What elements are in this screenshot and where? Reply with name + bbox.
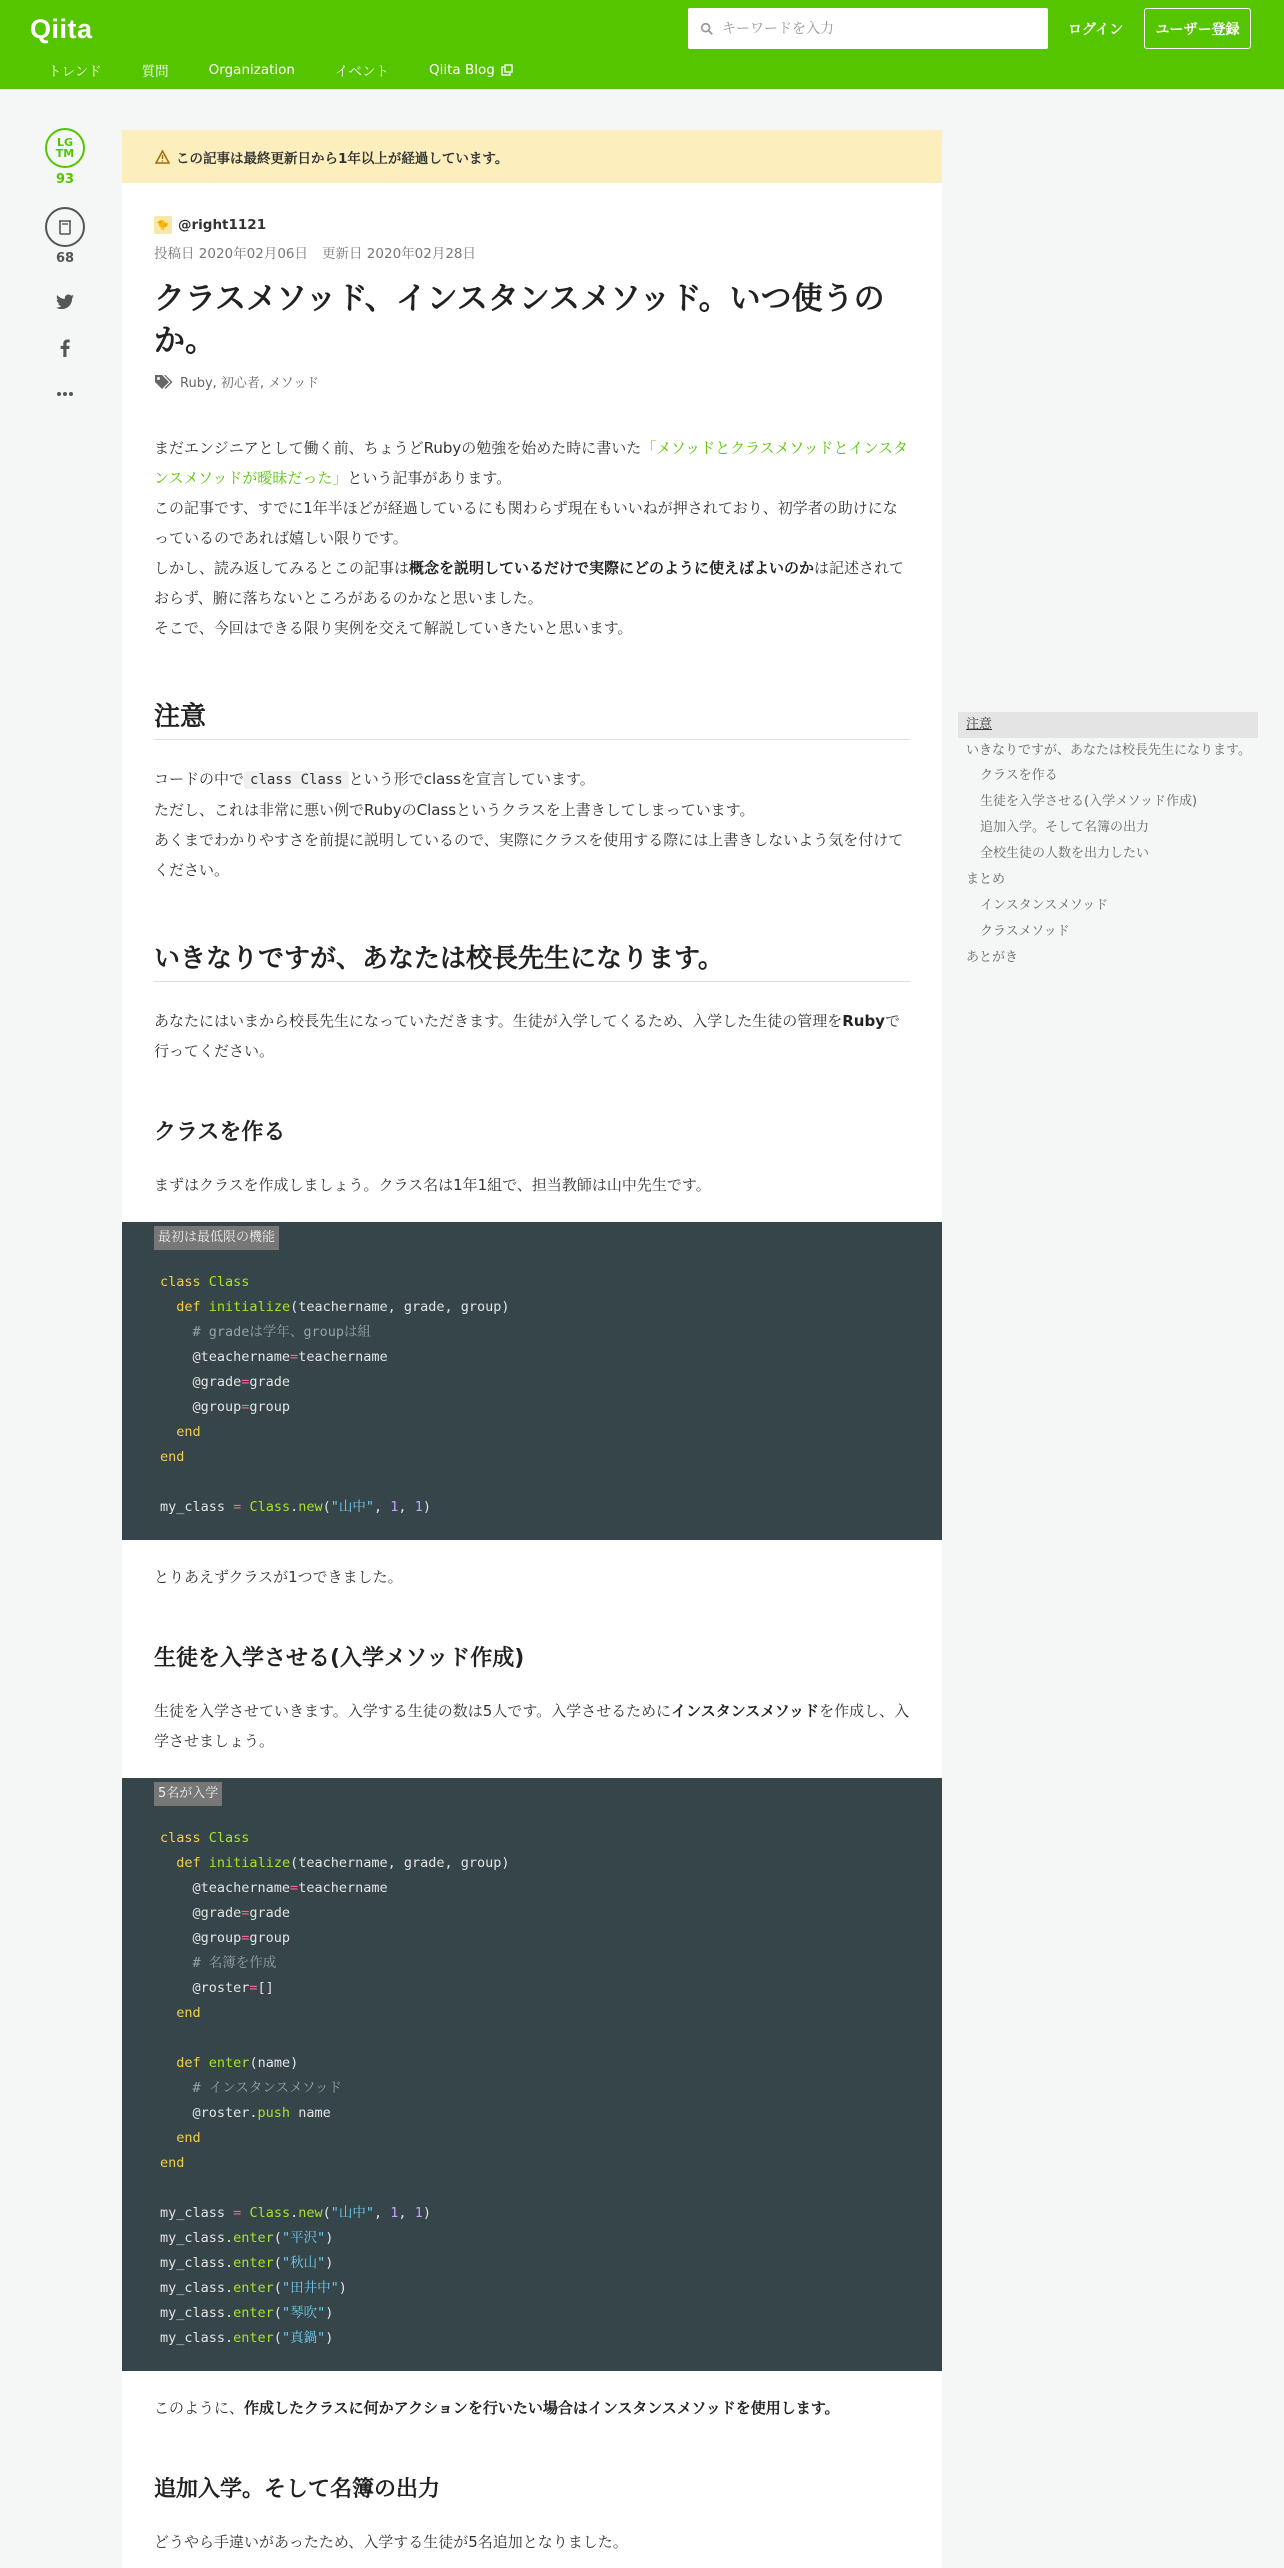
tags[interactable]: Ruby, 初心者, メソッド bbox=[180, 376, 320, 391]
principal-p1 bbox=[154, 1006, 910, 1066]
caution-p3: あくまでわかりやすさを前提に説明しているので、実際にクラスを使用する際には上書きしないよう気を付けてください。 bbox=[154, 831, 904, 879]
enter-p1 bbox=[154, 1696, 910, 1756]
intro-p3 bbox=[154, 553, 910, 613]
tag-icon bbox=[154, 374, 174, 390]
code-filename: 5名が入学 bbox=[154, 1782, 222, 1806]
more-button[interactable] bbox=[55, 384, 75, 404]
toc-item[interactable]: 注意 bbox=[958, 712, 1258, 738]
alert-text: この記事は最終更新日から1年以上が経過しています。 bbox=[176, 150, 509, 167]
code-content: class Class def initialize(teachername, grade, group) # gradeは学年、groupは組 @teachername=teachername @grade=grade @group=group end end my_class = Class.new("山中", 1, 1) bbox=[160, 1274, 510, 1515]
principal-p1-tail: で行ってください。 bbox=[154, 1012, 900, 1060]
toc-item[interactable]: クラスを作る bbox=[980, 768, 1058, 783]
twitter-icon bbox=[56, 294, 74, 310]
avatar: 🐤 bbox=[154, 216, 172, 234]
intro-p1-tail: という記事があります。 bbox=[347, 469, 512, 487]
enter-p1-text: 生徒を入学させていきます。入学する生徒の数は5人です。入学させるために bbox=[154, 1702, 672, 1720]
warning-icon bbox=[155, 150, 170, 164]
lgtm-button[interactable] bbox=[45, 128, 85, 168]
toc-item[interactable]: あとがき bbox=[966, 950, 1019, 965]
inline-code: class Class bbox=[244, 771, 349, 789]
article-meta bbox=[122, 183, 942, 391]
table-of-contents bbox=[958, 712, 1258, 971]
heading-additional: 追加入学。そして名簿の出力 bbox=[154, 2477, 441, 2502]
toc-item[interactable]: 全校生徒の人数を出力したい bbox=[980, 846, 1150, 861]
toc-item[interactable]: クラスメソッド bbox=[980, 924, 1070, 939]
caution-p2: ただし、これは非常に悪い例でRubyのClassというクラスを上書きしてしまっています。 bbox=[154, 801, 755, 819]
lgtm-label-top: LG bbox=[56, 136, 74, 149]
caution-p1 bbox=[154, 764, 910, 795]
qiita-logo[interactable]: Qiita bbox=[30, 14, 93, 44]
intro-p4: そこで、今回はできる限り実例を交えて解説していきたいと思います。 bbox=[154, 619, 633, 637]
article-title: クラスメソッド、インスタンスメソッド。いつ使うのか。 bbox=[154, 281, 885, 359]
nav-trend[interactable]: トレンド bbox=[48, 64, 102, 80]
nav-blog-label: Qiita Blog bbox=[428, 62, 495, 78]
article bbox=[122, 130, 942, 2568]
intro-p2: この記事です、すでに1年半ほどが経過しているにも関わらず現在もいいねが押されており、初学者の助けになっているのであれば嬉しい限りです。 bbox=[154, 499, 898, 547]
search-box[interactable] bbox=[688, 8, 1048, 49]
caution-p1-text: コードの中で bbox=[154, 770, 245, 788]
intro-p3-text: しかし、読み返してみるとこの記事は bbox=[154, 559, 410, 577]
tag-list bbox=[154, 372, 910, 391]
intro-p1 bbox=[154, 433, 910, 493]
action-rail bbox=[40, 128, 90, 404]
login-link[interactable]: ログイン bbox=[1068, 22, 1124, 38]
heading-enter: 生徒を入学させる(入学メソッド作成) bbox=[154, 1646, 525, 1671]
principal-p1-text: あなたにはいまから校長先生になっていただきます。生徒が入学してくるため、入学した生徒の管理を bbox=[154, 1012, 843, 1030]
nav-questions[interactable]: 質問 bbox=[141, 64, 169, 80]
make-class-after: とりあえずクラスが1つできました。 bbox=[154, 1568, 403, 1586]
enter-p1-bold: インスタンスメソッド bbox=[671, 1702, 820, 1720]
stock-button[interactable] bbox=[45, 207, 85, 247]
site-header bbox=[0, 0, 1284, 89]
intro-p1-text: まだエンジニアとして働く前、ちょうどRubyの勉強を始めた時に書いた bbox=[154, 439, 642, 457]
signup-button[interactable]: ユーザー登録 bbox=[1144, 8, 1251, 49]
enter-p1-tail: を作成し、入学させましょう。 bbox=[154, 1702, 910, 1750]
additional-p1: どうやら手違いがあったため、入学する生徒が5名追加となりました。 bbox=[154, 2533, 628, 2551]
principal-p1-bold: Ruby bbox=[842, 1012, 885, 1030]
caution-p1-tail: という形でclassを宣言しています。 bbox=[348, 770, 595, 788]
make-class-p1: まずはクラスを作成しましょう。クラス名は1年1組で、担当教師は山中先生です。 bbox=[154, 1176, 711, 1194]
nav-blog[interactable] bbox=[429, 60, 513, 80]
code-block-2 bbox=[122, 1778, 942, 2371]
posted-date: 投稿日 2020年02月06日 bbox=[154, 246, 309, 262]
toc-item[interactable]: インスタンスメソッド bbox=[980, 898, 1109, 913]
nav-organization[interactable]: Organization bbox=[208, 62, 295, 78]
article-dates bbox=[154, 242, 910, 262]
enter-after-text: このように、 bbox=[154, 2399, 245, 2417]
stock-icon bbox=[57, 218, 73, 236]
author[interactable] bbox=[154, 216, 910, 234]
lgtm-label-bottom: TM bbox=[55, 147, 75, 160]
stock-count: 68 bbox=[55, 251, 75, 266]
global-nav bbox=[48, 60, 553, 80]
external-link-icon bbox=[501, 64, 513, 76]
toc-item[interactable]: まとめ bbox=[966, 872, 1006, 887]
updated-date: 更新日 2020年02月28日 bbox=[322, 246, 477, 262]
code-block-1 bbox=[122, 1222, 942, 1540]
facebook-icon bbox=[60, 339, 70, 357]
heading-caution: 注意 bbox=[154, 699, 910, 740]
toc-item[interactable]: 追加入学。そして名簿の出力 bbox=[980, 820, 1150, 835]
heading-make-class: クラスを作る bbox=[154, 1120, 286, 1145]
previous-article-link[interactable]: 「メソッドとクラスメソッドとインスタンスメソッドが曖昧だった」 bbox=[154, 439, 908, 487]
enter-after-bold: 作成したクラスに何かアクションを行いたい場合はインスタンスメソッドを使用します。 bbox=[244, 2399, 840, 2417]
code-content: class Class def initialize(teachername, grade, group) @teachername=teachername @grade=grade @group=group # 名簿を作成 @roster=[] end def enter(name) # インスタンスメソッド @roster.push name end end my_class = Class.new("山中", 1, 1) my_class.enter("平沢") my_class.enter("秋山") my_class.enter("田井中") my_class.enter("琴吹") my_class.enter("真鍋") bbox=[160, 1830, 510, 2346]
more-icon bbox=[56, 391, 74, 397]
code-filename: 最初は最低限の機能 bbox=[154, 1226, 279, 1250]
facebook-share[interactable] bbox=[55, 338, 75, 358]
toc-item[interactable]: いきなりですが、あなたは校長先生になります。 bbox=[966, 743, 1251, 758]
author-name: @right1121 bbox=[178, 217, 267, 233]
lgtm-count: 93 bbox=[55, 172, 75, 187]
outdated-alert bbox=[122, 130, 942, 183]
toc-item[interactable]: 生徒を入学させる(入学メソッド作成) bbox=[980, 794, 1198, 809]
article-body bbox=[122, 391, 942, 2557]
search-icon bbox=[700, 22, 714, 36]
heading-principal: いきなりですが、あなたは校長先生になります。 bbox=[154, 941, 910, 982]
twitter-share[interactable] bbox=[55, 292, 75, 312]
nav-events[interactable]: イベント bbox=[334, 64, 389, 80]
intro-p3-tail: は記述されておらず、腑に落ちないところがあるのかなと思いました。 bbox=[154, 559, 905, 607]
intro-p3-bold: 概念を説明しているだけで実際にどのように使えばよいのか bbox=[409, 559, 815, 577]
enter-after bbox=[154, 2393, 910, 2423]
search-input[interactable] bbox=[722, 21, 1022, 37]
